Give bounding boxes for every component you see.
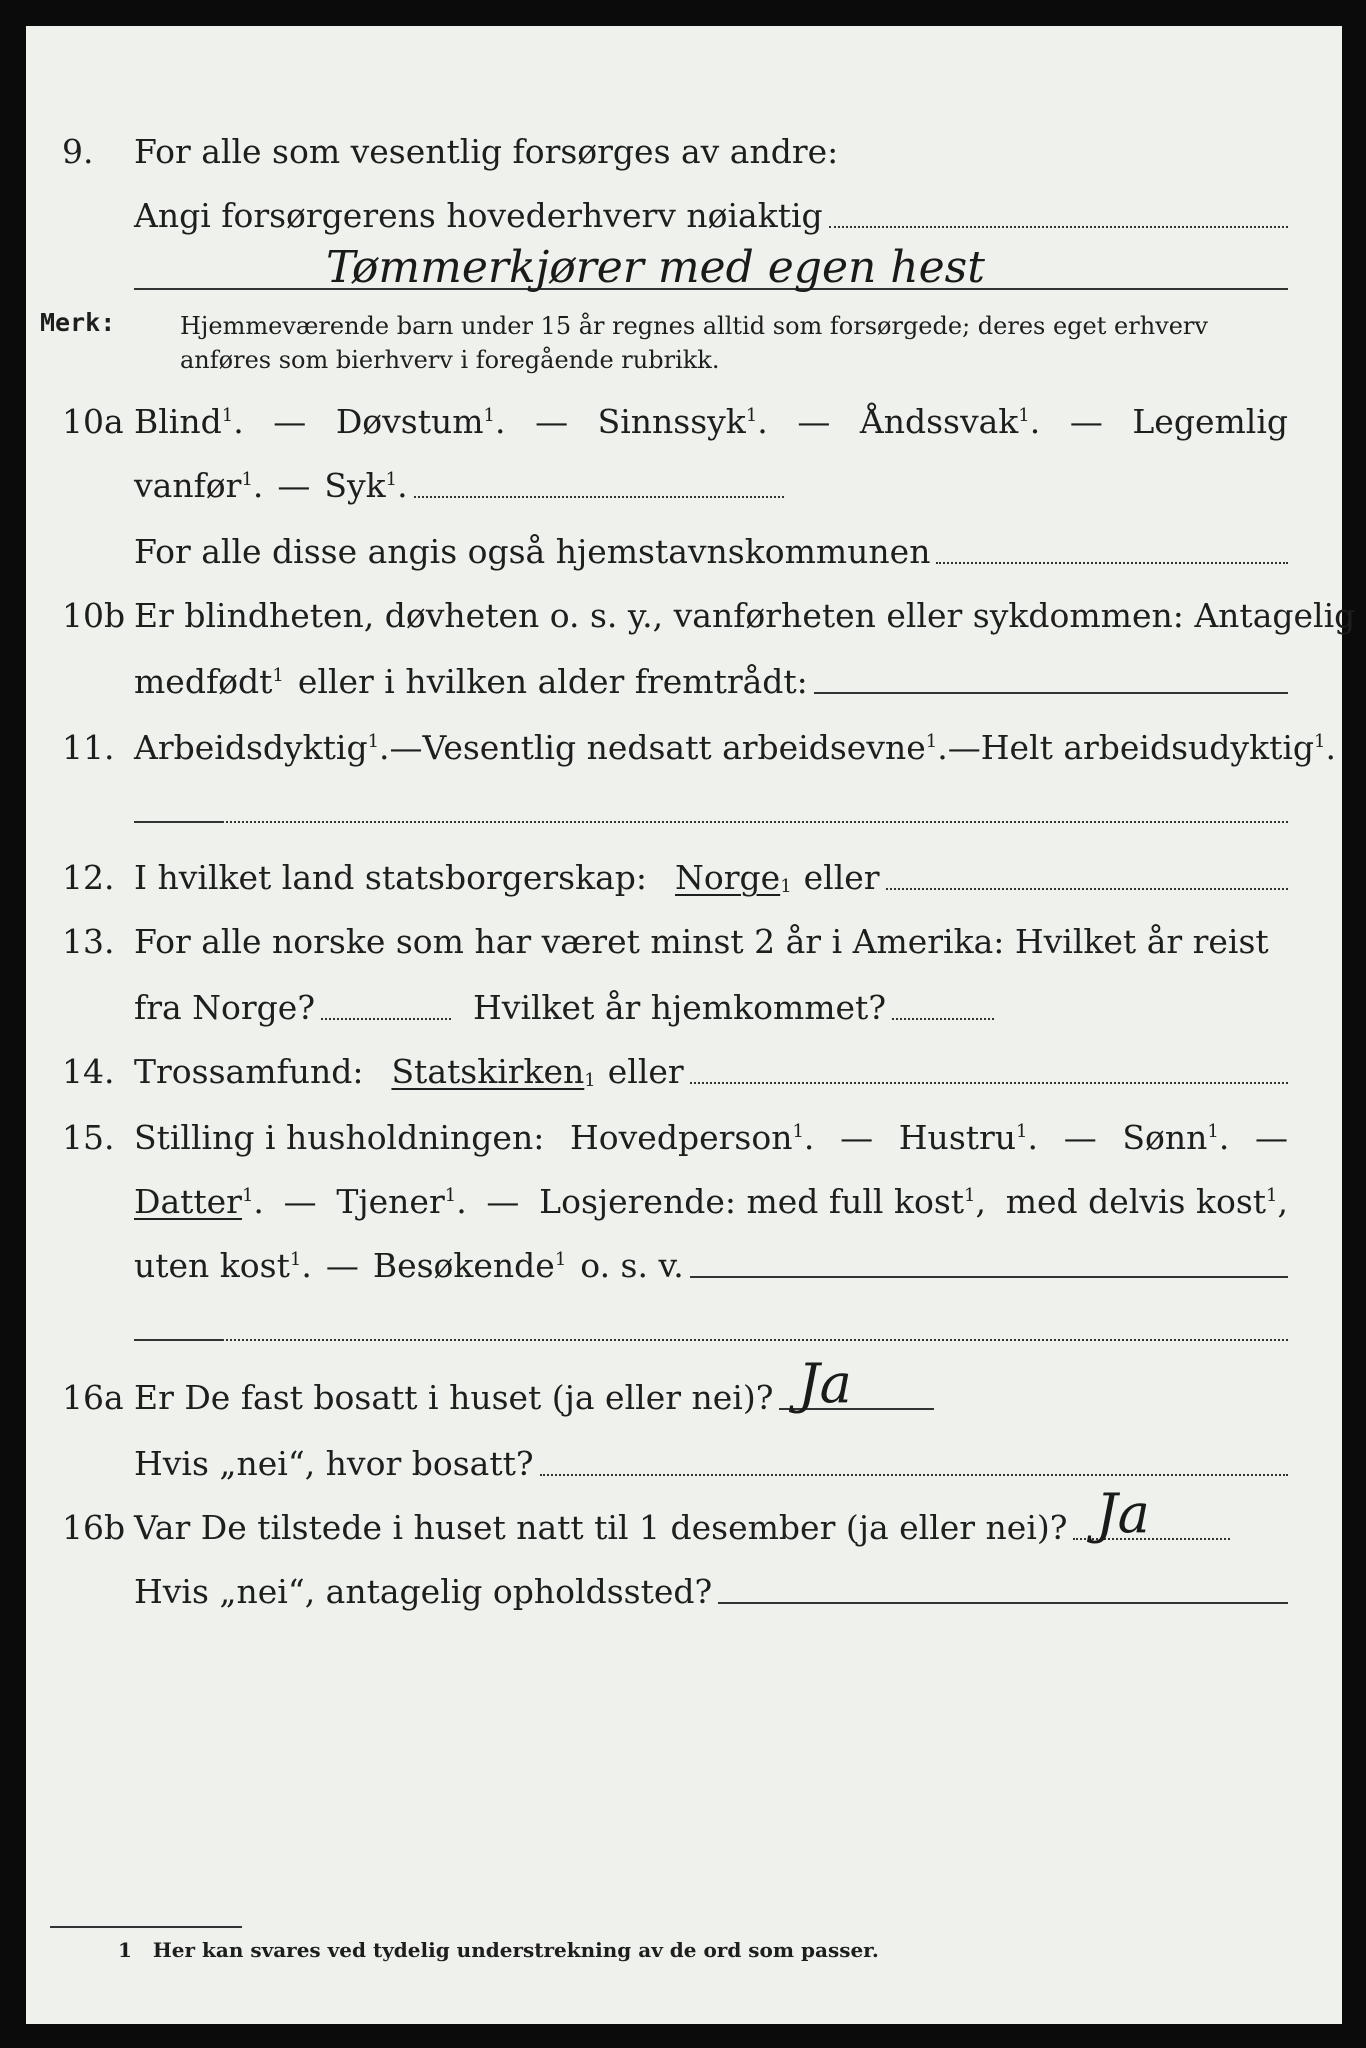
option-datter: Datter$^1$.	[134, 1182, 264, 1221]
answer-norge: Norge	[675, 858, 781, 897]
note-line-1: Hjemmeværende barn under 15 år regnes alltid som forsørgede; deres eget erhverv	[180, 312, 1208, 340]
answer-line	[886, 888, 1288, 890]
question-text: Hvilket år hjemkommet?	[473, 988, 887, 1027]
question-14: 14. Trossamfund: Statskirken $_1$ eller	[26, 1052, 1342, 1118]
option-tjener: Tjener$^1$.	[336, 1182, 467, 1221]
question-9	[26, 132, 1342, 198]
question-number: 15.	[62, 1118, 115, 1157]
question-text: Var De tilstede i huset natt til 1 desember (ja eller nei)?	[134, 1508, 1068, 1547]
footnote-rule	[50, 1926, 242, 1928]
question-text: o. s. v.	[580, 1246, 684, 1285]
answer-line	[321, 1018, 451, 1020]
option-sinnssyk: Sinnssyk$^1$.	[597, 402, 768, 441]
question-number: 16b	[62, 1508, 126, 1547]
question-text: For alle som vesentlig forsørges av andre:	[134, 132, 839, 171]
question-13	[26, 922, 1342, 988]
answer-line	[222, 821, 1288, 823]
answer-line	[829, 226, 1288, 228]
option-nedsatt: Vesentlig nedsatt arbeidsevne$^1$.	[422, 728, 948, 767]
answer-line	[936, 562, 1288, 564]
question-text: Hvis „nei“, antagelig opholdssted?	[134, 1572, 713, 1611]
question-15-line-2: Datter$^1$. — Tjener$^1$. — Losjerende: med full kost$^1$, med delvis kost$^1$,	[134, 1182, 1288, 1221]
question-15-line-3: uten kost$^1$. — Besøkende$^1$ o. s. v.	[26, 1246, 1342, 1312]
footnote	[118, 1938, 879, 1962]
answer-line	[540, 1474, 1288, 1476]
answer-statskirken: Statskirken	[391, 1052, 585, 1091]
handwritten-answer: Ja	[798, 1352, 852, 1415]
answer-line	[414, 496, 784, 498]
footnote-text: Her kan svares ved tydelig understrekning av de ord som passer.	[152, 1938, 879, 1962]
option-dovstum: Døvstum$^1$.	[335, 402, 506, 441]
question-11: 11. Arbeidsdyktig$^1$. — Vesentlig nedsatt arbeidsevne$^1$. — Helt arbeidsudyktig$^1$.	[62, 728, 1336, 767]
question-text: Angi forsørgerens hovederhverv nøiaktig	[134, 196, 823, 235]
option-vanfor: vanfør$^1$.	[134, 466, 264, 505]
question-number: 10b	[62, 596, 126, 635]
question-text: eller	[803, 858, 880, 897]
question-10a: 10a Blind$^1$. — Døvstum$^1$. — Sinnssyk$^1$. — Åndssvak$^1$. — Legemlig	[62, 402, 1288, 441]
footnote-mark: 1	[118, 1938, 132, 1962]
answer-line	[134, 1339, 222, 1341]
option-hovedperson: Hovedperson$^1$.	[570, 1118, 815, 1157]
question-number: 13.	[62, 922, 115, 961]
option-besokende: Besøkende$^1$	[372, 1246, 567, 1285]
option-full-kost: Losjerende: med full kost$^1$,	[539, 1182, 986, 1221]
question-10b-line-2	[26, 662, 1342, 728]
note-line-2: anføres som bierhverv i foregående rubrikk.	[180, 346, 720, 374]
answer-line	[690, 1276, 1288, 1278]
answer-line	[892, 1018, 994, 1020]
option-uten-kost: uten kost$^1$.	[134, 1246, 312, 1285]
option-medfodt: medfødt$^1$	[134, 662, 284, 701]
option-arbeidsdyktig: Arbeidsdyktig$^1$.	[134, 728, 390, 767]
question-10a-line-3	[26, 532, 1342, 598]
note-label: Merk:	[40, 308, 116, 337]
option-hustru: Hustru$^1$.	[898, 1118, 1038, 1157]
handwritten-answer: Ja	[1096, 1482, 1150, 1545]
question-13-line-2	[26, 988, 1342, 1054]
question-text: fra Norge?	[134, 988, 316, 1027]
question-text: I hvilket land statsborgerskap:	[134, 858, 648, 897]
option-syk: Syk$^1$.	[324, 466, 408, 505]
question-text: For alle disse angis også hjemstavnskommunen	[134, 532, 931, 571]
question-number: 9.	[62, 132, 94, 171]
question-text: Er De fast bosatt i huset (ja eller nei)?	[134, 1378, 774, 1417]
question-text: Stilling i husholdningen:	[134, 1118, 545, 1157]
question-number: 10a	[62, 402, 124, 441]
answer-line	[814, 692, 1288, 694]
census-form-page	[26, 26, 1356, 2024]
question-text: eller	[607, 1052, 684, 1091]
question-number: 14.	[62, 1052, 115, 1091]
question-number: 12.	[62, 858, 115, 897]
question-text: Er blindheten, døvheten o. s. y., vanførheten eller sykdommen: Antagelig	[134, 596, 1356, 635]
question-15: 15. Stilling i husholdningen: Hovedperson$^1$. — Hustru$^1$. — Sønn$^1$. —	[62, 1118, 1288, 1157]
question-16b-line-2	[26, 1572, 1342, 1638]
question-12: 12. I hvilket land statsborgerskap: Norge $_1$ eller	[26, 858, 1342, 924]
option-blind: Blind$^1$.	[134, 402, 244, 441]
option-sonn: Sønn$^1$.	[1122, 1118, 1230, 1157]
answer-line	[222, 1339, 1288, 1341]
answer-line	[134, 821, 222, 823]
option-legemlig: Legemlig	[1132, 402, 1288, 441]
question-number: 16a	[62, 1378, 124, 1417]
answer-line	[718, 1602, 1288, 1604]
option-udyktig: Helt arbeidsudyktig$^1$.	[980, 728, 1336, 767]
question-text: eller i hvilken alder fremtrådt:	[297, 662, 808, 701]
question-number: 11.	[62, 728, 115, 767]
question-text: For alle norske som har været minst 2 år i Amerika: Hvilket år reist	[134, 922, 1269, 961]
question-16a	[26, 1378, 1342, 1444]
option-delvis-kost: med delvis kost$^1$,	[1005, 1182, 1288, 1221]
question-text: Trossamfund:	[134, 1052, 364, 1091]
question-text: Hvis „nei“, hvor bosatt?	[134, 1444, 534, 1483]
option-andssvak: Åndssvak$^1$.	[859, 402, 1041, 441]
answer-line	[690, 1082, 1288, 1084]
question-10b	[26, 596, 1356, 662]
question-10a-line-2: vanfør$^1$. — Syk$^1$.	[26, 466, 1342, 532]
handwritten-answer: Tømmerkjører med egen hest	[326, 242, 985, 293]
